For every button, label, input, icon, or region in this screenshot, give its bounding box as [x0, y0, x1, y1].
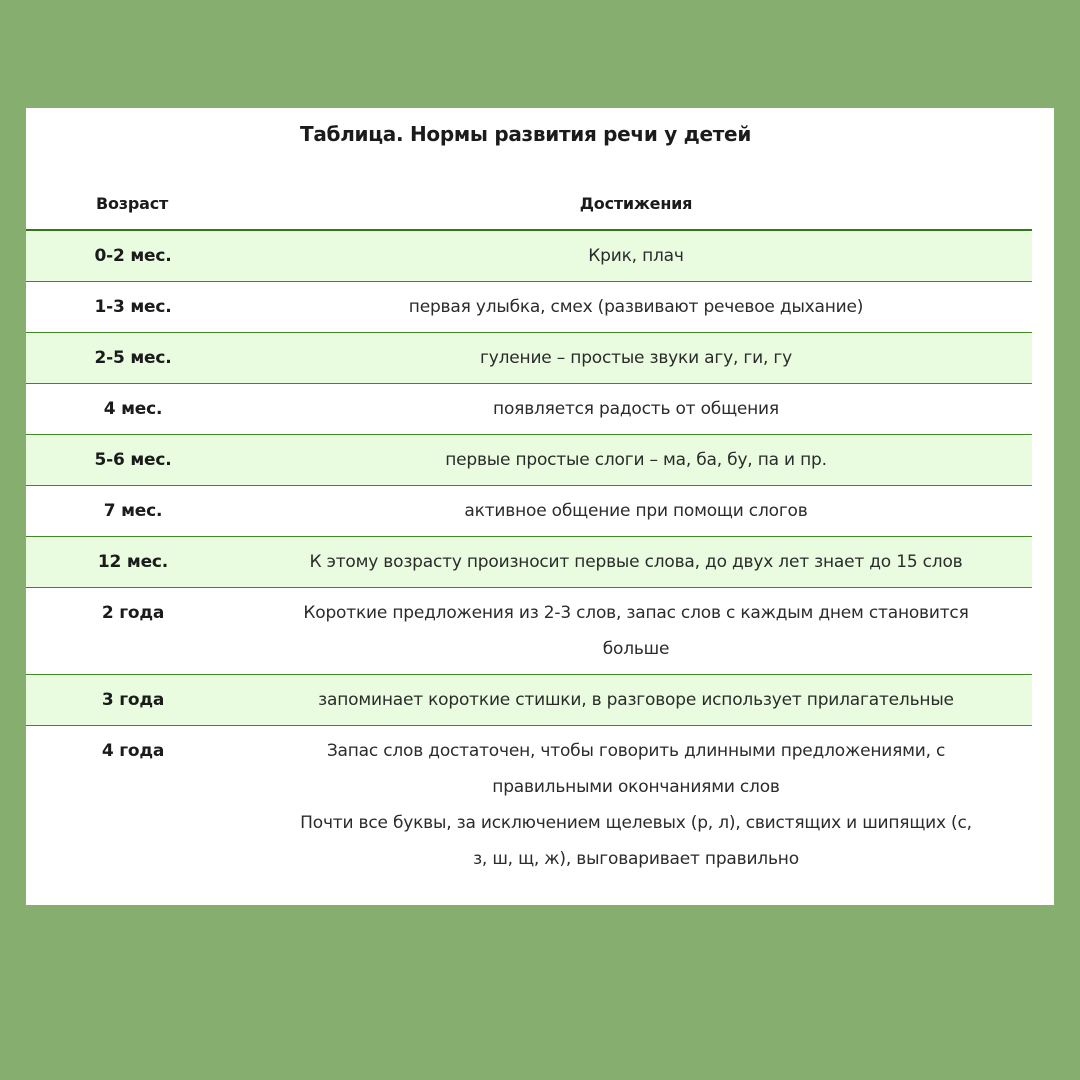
achievement-line: Короткие предложения из 2-3 слов, запас слов с каждым днем становится: [303, 603, 969, 623]
achievement-line: запоминает короткие стишки, в разговоре использует прилагательные: [318, 690, 954, 710]
achievement-cell: [240, 486, 1032, 537]
achievement-cell: [240, 230, 1032, 282]
achievement-cell: [240, 435, 1032, 486]
achievement-line: Запас слов достаточен, чтобы говорить длинными предложениями, с: [326, 741, 946, 761]
table-row: [26, 230, 1032, 282]
table-header-row: [26, 177, 1032, 230]
achievement-line: больше: [602, 639, 670, 659]
age-cell: 4 мес.: [26, 384, 240, 435]
achievement-cell: [240, 333, 1032, 384]
achievement-line: з, ш, щ, ж), выговаривает правильно: [473, 849, 799, 869]
achievement-line: К этому возрасту произносит первые слова, до двух лет знает до 15 слов: [309, 552, 963, 572]
achievement-cell: [240, 537, 1032, 588]
table-row: [26, 588, 1032, 675]
achievement-line: активное общение при помощи слогов: [464, 501, 808, 521]
column-header-age: Возраст: [26, 177, 240, 230]
age-cell: 5-6 мес.: [26, 435, 240, 486]
achievement-line: Крик, плач: [588, 246, 684, 266]
achievement-line: правильными окончаниями слов: [492, 777, 780, 797]
achievement-line: появляется радость от общения: [493, 399, 779, 419]
column-header-achievements: Достижения: [240, 177, 1032, 230]
age-cell: 2-5 мес.: [26, 333, 240, 384]
achievement-cell: [240, 384, 1032, 435]
table-row: [26, 282, 1032, 333]
page-title: Таблица. Нормы развития речи у детей: [300, 122, 752, 146]
table-row: [26, 333, 1032, 384]
age-cell: 1-3 мес.: [26, 282, 240, 333]
table-card: [26, 108, 1054, 905]
age-cell: 4 года: [26, 726, 240, 885]
achievement-line: первые простые слоги – ма, ба, бу, па и пр.: [445, 450, 827, 470]
table-row: [26, 537, 1032, 588]
age-cell: 12 мес.: [26, 537, 240, 588]
achievement-line: Почти все буквы, за исключением щелевых (р, л), свистящих и шипящих (с,: [300, 813, 972, 833]
achievement-line: гуление – простые звуки агу, ги, гу: [480, 348, 792, 368]
table-row: [26, 675, 1032, 726]
age-cell: 2 года: [26, 588, 240, 675]
table-row: [26, 486, 1032, 537]
achievement-cell: [240, 726, 1032, 885]
achievement-cell: [240, 675, 1032, 726]
achievement-cell: [240, 588, 1032, 675]
table-row: [26, 726, 1032, 885]
speech-norms-table: [26, 177, 1032, 884]
achievement-cell: [240, 282, 1032, 333]
achievement-line: первая улыбка, смех (развивают речевое дыхание): [408, 297, 864, 317]
table-row: [26, 435, 1032, 486]
age-cell: 3 года: [26, 675, 240, 726]
age-cell: 0-2 мес.: [26, 230, 240, 282]
table-row: [26, 384, 1032, 435]
age-cell: 7 мес.: [26, 486, 240, 537]
